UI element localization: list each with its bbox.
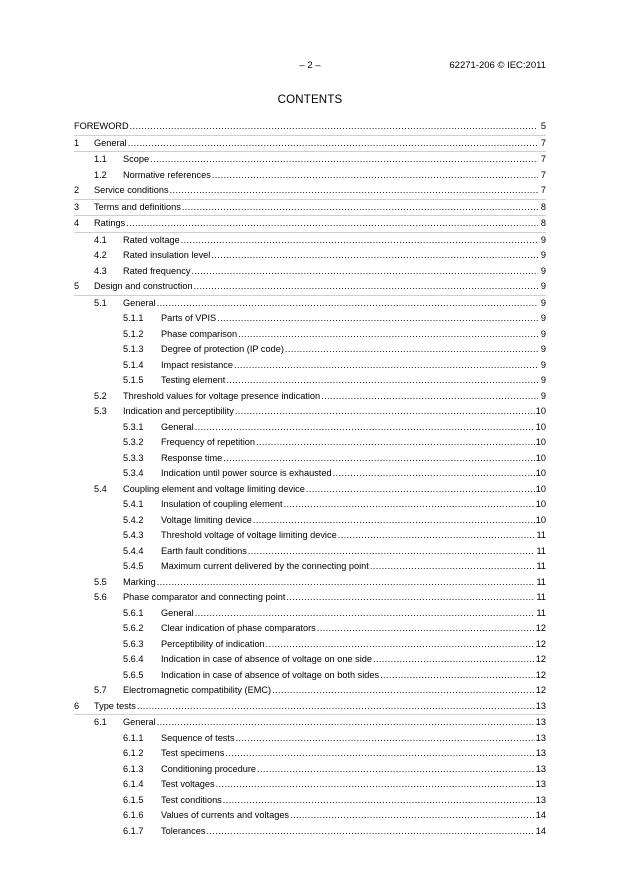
toc-entry-title: Test conditions xyxy=(161,794,222,805)
toc-entry-title: Impact resistance xyxy=(161,359,233,370)
toc-entry-number: 5.4.1 xyxy=(123,499,144,509)
toc-entry-page: 10 xyxy=(535,452,546,463)
toc-dot-leader xyxy=(191,264,538,280)
toc-entry-title: Insulation of coupling element xyxy=(161,499,283,509)
toc-dot-leader xyxy=(321,389,538,405)
toc-dot-leader xyxy=(338,528,536,544)
toc-entry-title: General xyxy=(161,607,194,618)
toc-entry-number: 5.6.1 xyxy=(123,607,144,618)
toc-dot-leader xyxy=(253,513,535,529)
toc-entry-page: 5 xyxy=(540,121,546,131)
toc-entry-number: 5.3.3 xyxy=(123,452,144,463)
toc-entry[interactable] xyxy=(74,404,546,420)
toc-entry-title: Indication in case of absence of voltage on one side xyxy=(161,654,372,664)
toc-entry-page: 9 xyxy=(540,390,546,401)
toc-entry-title: Ratings xyxy=(94,218,126,228)
toc-entry-page: 9 xyxy=(540,344,546,354)
toc-entry[interactable] xyxy=(74,358,546,374)
toc-dot-leader xyxy=(157,296,538,312)
toc-dot-leader xyxy=(194,279,538,295)
toc-entry-number: 6.1.1 xyxy=(123,732,144,743)
toc-dot-leader xyxy=(284,497,535,513)
toc-entry-title: Values of currents and voltages xyxy=(161,810,290,820)
toc-entry[interactable] xyxy=(74,652,546,668)
toc-entry-number: 4.3 xyxy=(94,265,107,276)
toc-entry-title: Rated frequency xyxy=(123,265,191,276)
toc-dot-leader xyxy=(223,793,535,809)
toc-dot-leader xyxy=(285,342,538,358)
toc-dot-leader xyxy=(225,746,534,762)
toc-entry-number: 5.6.4 xyxy=(123,654,144,664)
toc-entry[interactable] xyxy=(74,762,546,778)
toc-entry-page: 9 xyxy=(540,359,546,370)
toc-entry-number: 4.1 xyxy=(94,234,107,245)
toc-entry-page: 9 xyxy=(540,281,546,291)
toc-entry[interactable] xyxy=(74,777,546,793)
toc-entry-title: Indication until power source is exhausted xyxy=(161,468,332,478)
toc-entry-number: 5.1.1 xyxy=(123,313,144,323)
toc-entry[interactable] xyxy=(74,264,546,280)
toc-entry-title: Rated voltage xyxy=(123,234,180,245)
toc-entry-page: 11 xyxy=(536,592,546,602)
toc-entry[interactable] xyxy=(74,637,546,653)
toc-entry-number: 5.1.5 xyxy=(123,375,144,385)
toc-entry[interactable] xyxy=(74,497,546,513)
toc-dot-leader xyxy=(150,152,538,168)
toc-entry-page: 11 xyxy=(536,607,546,618)
toc-entry-number: 1.1 xyxy=(94,154,107,164)
toc-entry[interactable] xyxy=(74,824,546,840)
toc-entry[interactable] xyxy=(74,435,546,451)
toc-entry[interactable] xyxy=(74,279,546,296)
toc-entry-title: Phase comparator and connecting point xyxy=(123,592,286,602)
toc-entry-page: 12 xyxy=(535,685,546,695)
toc-entry[interactable] xyxy=(74,296,546,312)
toc-entry-number: 5.4.2 xyxy=(123,514,144,525)
toc-entry[interactable] xyxy=(74,389,546,405)
toc-entry-title: Electromagnetic compatibility (EMC) xyxy=(123,685,272,695)
toc-dot-leader xyxy=(212,168,538,184)
toc-entry-number: 6.1.6 xyxy=(123,810,144,820)
toc-entry-number: 5.6 xyxy=(94,592,107,602)
toc-dot-leader xyxy=(211,248,538,264)
toc-entry-title: Clear indication of phase comparators xyxy=(161,623,316,633)
toc-entry-page: 13 xyxy=(535,794,546,805)
toc-entry-title: Degree of protection (IP code) xyxy=(161,344,284,354)
toc-entry-page: 10 xyxy=(535,514,546,525)
toc-entry[interactable] xyxy=(74,327,546,343)
toc-entry-number: 5.6.2 xyxy=(123,623,144,633)
toc-entry[interactable] xyxy=(74,200,546,217)
toc-entry[interactable] xyxy=(74,136,546,153)
toc-entry-title: Test voltages xyxy=(161,779,215,789)
toc-entry-page: 11 xyxy=(536,530,546,540)
toc-entry-title: Frequency of repetition xyxy=(161,437,255,447)
toc-dot-leader xyxy=(170,183,538,199)
toc-dot-leader xyxy=(181,233,538,249)
toc-entry[interactable] xyxy=(74,513,546,529)
toc-entry-number: 5.3.2 xyxy=(123,437,144,447)
toc-entry-number: 6.1.2 xyxy=(123,748,144,758)
toc-entry[interactable] xyxy=(74,152,546,168)
toc-dot-leader xyxy=(290,808,535,824)
toc-entry[interactable] xyxy=(74,590,546,606)
toc-entry-title: Conditioning procedure xyxy=(161,763,257,774)
toc-entry-number: 6.1.7 xyxy=(123,825,144,836)
toc-entry-title: Indication and perceptibility xyxy=(123,406,234,416)
toc-entry-page: 7 xyxy=(540,154,546,164)
toc-entry[interactable] xyxy=(74,420,546,436)
toc-entry-page: 9 xyxy=(540,313,546,323)
toc-entry-number: 5.2 xyxy=(94,390,107,401)
toc-entry-number: 5.3.4 xyxy=(123,468,144,478)
toc-entry-page: 12 xyxy=(535,623,546,633)
toc-entry[interactable] xyxy=(74,373,546,389)
toc-entry-number: 5.1.4 xyxy=(123,359,144,370)
toc-entry-title: Marking xyxy=(123,576,156,587)
toc-entry-title: Sequence of tests xyxy=(161,732,235,743)
toc-entry-page: 8 xyxy=(540,218,546,228)
toc-entry[interactable] xyxy=(74,699,546,716)
toc-entry-page: 13 xyxy=(535,717,546,727)
toc-entry[interactable] xyxy=(74,668,546,684)
toc-entry-title: Perceptibility of indication xyxy=(161,638,265,649)
toc-dot-leader xyxy=(256,435,535,451)
toc-entry-title: Indication in case of absence of voltage on both sides xyxy=(161,669,380,680)
toc-dot-leader xyxy=(333,466,535,482)
table-of-contents xyxy=(74,119,546,839)
toc-dot-leader xyxy=(216,777,535,793)
toc-entry-number: 6.1.5 xyxy=(123,794,144,805)
toc-dot-leader xyxy=(306,482,535,498)
toc-dot-leader xyxy=(128,136,538,152)
toc-dot-leader xyxy=(137,699,535,715)
toc-dot-leader xyxy=(223,451,534,467)
toc-entry-page: 9 xyxy=(540,250,546,260)
toc-entry[interactable] xyxy=(74,808,546,824)
toc-entry-page: 12 xyxy=(535,654,546,664)
toc-entry[interactable] xyxy=(74,575,546,591)
toc-entry-page: 10 xyxy=(535,483,546,494)
toc-entry-page: 14 xyxy=(535,825,546,836)
toc-entry-page: 13 xyxy=(535,732,546,743)
toc-entry[interactable] xyxy=(74,466,546,482)
toc-dot-leader xyxy=(217,311,538,327)
toc-entry-title: Threshold values for voltage presence indication xyxy=(123,390,321,401)
toc-entry[interactable] xyxy=(74,311,546,327)
toc-entry-title: Normative references xyxy=(123,169,211,180)
toc-entry-number: 5.4.5 xyxy=(123,561,144,571)
toc-entry-title: General xyxy=(94,137,127,148)
toc-entry-page: 7 xyxy=(540,137,546,148)
toc-entry[interactable] xyxy=(74,482,546,498)
toc-dot-leader xyxy=(317,621,535,637)
toc-entry-page: 9 xyxy=(540,375,546,385)
standard-reference: 62271-206 © IEC:2011 xyxy=(449,60,546,71)
toc-dot-leader xyxy=(370,559,536,575)
toc-entry-page: 13 xyxy=(535,779,546,789)
toc-entry-number: 5 xyxy=(74,281,80,291)
toc-entry-number: 1.2 xyxy=(94,169,107,180)
toc-entry-number: 5.4.4 xyxy=(123,545,144,556)
toc-entry-number: 5.1.3 xyxy=(123,344,144,354)
toc-dot-leader xyxy=(226,373,538,389)
toc-dot-leader xyxy=(206,824,534,840)
toc-entry-number: 5.3 xyxy=(94,406,107,416)
toc-entry[interactable] xyxy=(74,342,546,358)
toc-entry-title: Testing element xyxy=(161,375,226,385)
toc-entry-title: FOREWORD xyxy=(74,121,129,131)
toc-entry-title: Coupling element and voltage limiting device xyxy=(123,483,305,494)
toc-dot-leader xyxy=(266,637,535,653)
toc-dot-leader xyxy=(373,652,535,668)
toc-entry[interactable] xyxy=(74,544,546,560)
page-header xyxy=(0,60,620,74)
toc-entry[interactable] xyxy=(74,216,546,233)
toc-entry[interactable] xyxy=(74,119,546,136)
toc-entry-page: 11 xyxy=(536,561,546,571)
toc-entry-title: Type tests xyxy=(94,700,136,711)
toc-entry[interactable] xyxy=(74,248,546,264)
toc-entry[interactable] xyxy=(74,621,546,637)
toc-entry-title: Tolerances xyxy=(161,825,206,836)
toc-entry-page: 10 xyxy=(535,499,546,509)
toc-entry-title: General xyxy=(161,421,194,432)
toc-dot-leader xyxy=(380,668,535,684)
toc-entry-number: 6 xyxy=(74,700,80,711)
toc-entry-title: Parts of VPIS xyxy=(161,313,217,323)
toc-dot-leader xyxy=(234,358,538,374)
toc-entry[interactable] xyxy=(74,683,546,699)
toc-entry-number: 5.3.1 xyxy=(123,421,144,432)
toc-entry[interactable] xyxy=(74,746,546,762)
toc-entry-page: 12 xyxy=(535,669,546,680)
toc-entry-page: 9 xyxy=(540,297,546,308)
contents-title: CONTENTS xyxy=(277,94,343,106)
toc-entry-number: 5.4.3 xyxy=(123,530,144,540)
toc-entry-title: General xyxy=(123,717,156,727)
toc-entry-page: 8 xyxy=(540,201,546,212)
toc-entry-page: 9 xyxy=(540,265,546,276)
toc-entry-number: 4 xyxy=(74,218,80,228)
toc-dot-leader xyxy=(238,327,538,343)
toc-entry[interactable] xyxy=(74,731,546,747)
toc-entry[interactable] xyxy=(74,559,546,575)
toc-entry-page: 10 xyxy=(535,468,546,478)
toc-entry-number: 4.2 xyxy=(94,250,107,260)
toc-entry-title: General xyxy=(123,297,156,308)
toc-entry-number: 5.1.2 xyxy=(123,328,144,339)
toc-entry[interactable] xyxy=(74,528,546,544)
toc-entry-page: 7 xyxy=(540,169,546,180)
toc-dot-leader xyxy=(257,762,535,778)
toc-entry-number: 1 xyxy=(74,137,80,148)
toc-entry-number: 5.5 xyxy=(94,576,107,587)
toc-entry-title: Test specimens xyxy=(161,748,225,758)
toc-entry-number: 2 xyxy=(74,185,80,195)
toc-entry-page: 13 xyxy=(535,700,546,711)
toc-entry-title: Scope xyxy=(123,154,150,164)
toc-dot-leader xyxy=(248,544,536,560)
toc-entry-number: 5.4 xyxy=(94,483,107,494)
toc-entry[interactable] xyxy=(74,183,546,200)
toc-entry[interactable] xyxy=(74,233,546,249)
toc-entry-number: 6.1.3 xyxy=(123,763,144,774)
toc-entry-page: 13 xyxy=(535,763,546,774)
toc-dot-leader xyxy=(195,420,535,436)
toc-entry-title: Threshold voltage of voltage limiting device xyxy=(161,530,337,540)
toc-entry-number: 5.6.5 xyxy=(123,669,144,680)
toc-entry-page: 12 xyxy=(535,638,546,649)
toc-dot-leader xyxy=(157,715,535,731)
toc-entry[interactable] xyxy=(74,168,546,184)
toc-entry-page: 9 xyxy=(540,328,546,339)
toc-entry-page: 11 xyxy=(536,576,546,587)
toc-entry-number: 5.7 xyxy=(94,685,107,695)
toc-entry-title: Phase comparison xyxy=(161,328,238,339)
toc-entry[interactable] xyxy=(74,793,546,809)
toc-entry-page: 9 xyxy=(540,234,546,245)
toc-entry-title: Design and construction xyxy=(94,281,193,291)
toc-entry-number: 6.1 xyxy=(94,717,107,727)
toc-entry[interactable] xyxy=(74,606,546,622)
toc-entry-number: 5.1 xyxy=(94,297,107,308)
toc-entry[interactable] xyxy=(74,451,546,467)
toc-entry-number: 3 xyxy=(74,201,80,212)
toc-entry-title: Voltage limiting device xyxy=(161,514,252,525)
toc-entry-page: 11 xyxy=(536,545,546,556)
toc-dot-leader xyxy=(286,590,535,606)
toc-entry-page: 10 xyxy=(535,421,546,432)
toc-dot-leader xyxy=(235,404,535,420)
toc-dot-leader xyxy=(272,683,535,699)
toc-entry-title: Earth fault conditions xyxy=(161,545,247,556)
toc-entry[interactable] xyxy=(74,715,546,731)
toc-dot-leader xyxy=(130,119,538,135)
toc-entry-page: 7 xyxy=(540,185,546,195)
toc-entry-title: Maximum current delivered by the connecting point xyxy=(161,561,369,571)
toc-dot-leader xyxy=(182,200,538,216)
toc-entry-title: Service conditions xyxy=(94,185,169,195)
toc-entry-page: 10 xyxy=(535,437,546,447)
toc-entry-page: 14 xyxy=(535,810,546,820)
page-number: – 2 – xyxy=(299,60,321,71)
toc-entry-title: Rated insulation level xyxy=(123,250,211,260)
toc-dot-leader xyxy=(126,216,538,232)
toc-dot-leader xyxy=(157,575,536,591)
toc-entry-title: Terms and definitions xyxy=(94,201,181,212)
toc-dot-leader xyxy=(236,731,535,747)
toc-entry-title: Response time xyxy=(161,452,223,463)
toc-dot-leader xyxy=(195,606,536,622)
toc-entry-page: 10 xyxy=(535,406,546,416)
toc-entry-page: 13 xyxy=(535,748,546,758)
toc-entry-number: 6.1.4 xyxy=(123,779,144,789)
toc-entry-number: 5.6.3 xyxy=(123,638,144,649)
